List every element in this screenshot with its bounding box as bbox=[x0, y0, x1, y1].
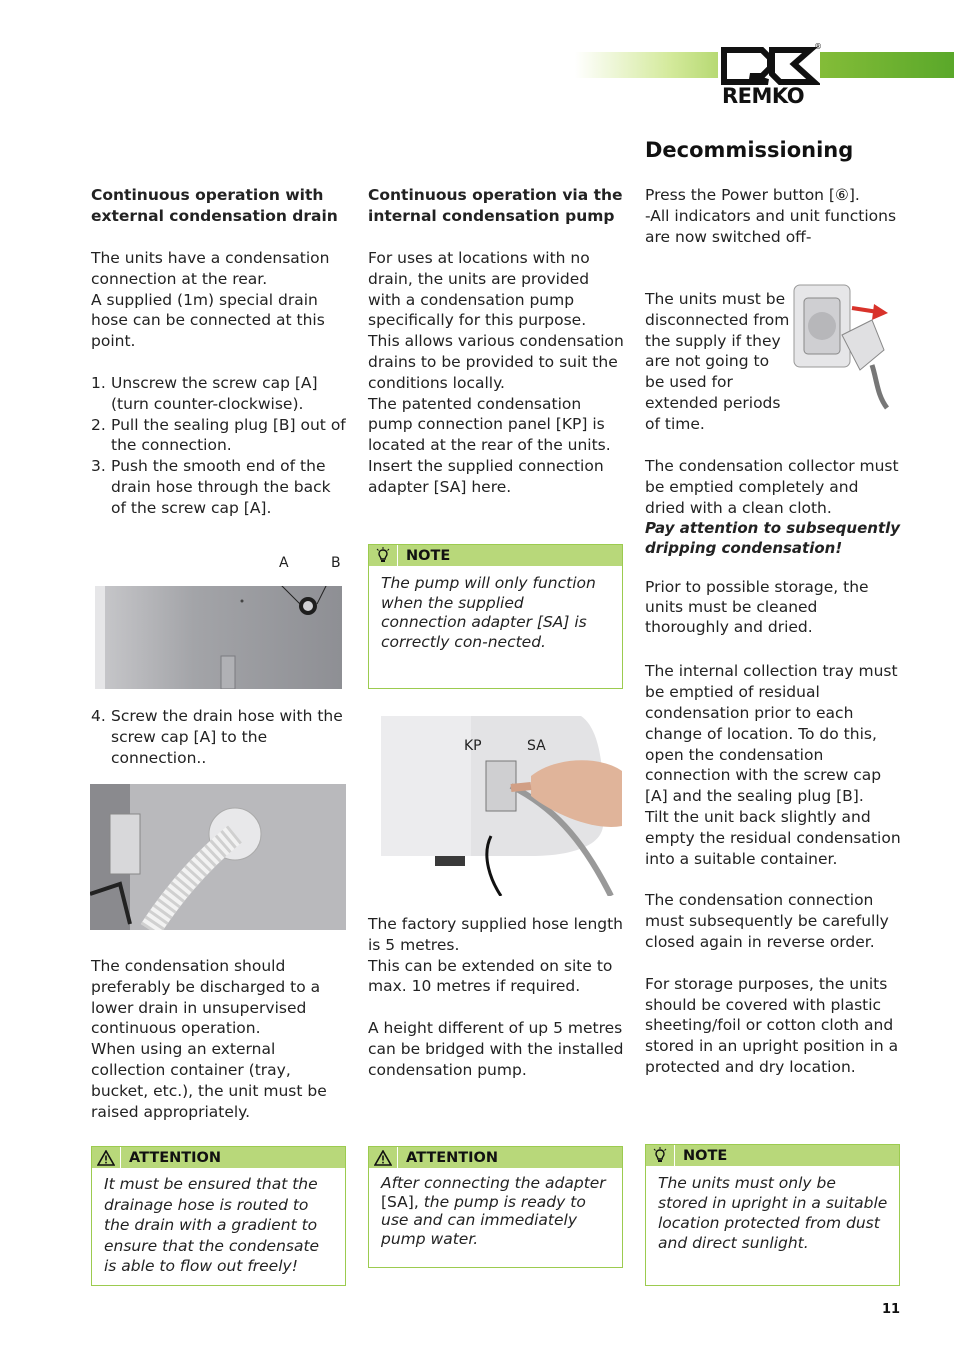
attention-body: After connecting the adapter [SA], the pump is ready to use and can immediately pump water. bbox=[381, 1174, 606, 1248]
label-b: B bbox=[331, 555, 341, 571]
attention-header: ATTENTION bbox=[369, 1147, 622, 1168]
note-header: NOTE bbox=[646, 1145, 899, 1166]
registered-mark: ® bbox=[814, 42, 822, 51]
warning-icon bbox=[369, 1147, 398, 1168]
col2-p7: A height different of up 5 metres can be bridged with the installed condensation pump. bbox=[368, 1019, 624, 1079]
col3-p5: Prior to possible storage, the units must be cleaned thoroughly and dried. bbox=[645, 578, 869, 637]
col2-p2: This allows various condensation drains to be provided to suit the conditions locally. bbox=[368, 332, 624, 392]
note-box-pump bbox=[368, 544, 623, 689]
attention-box-2 bbox=[368, 1146, 623, 1268]
note-body: The pump will only function when the supplied connection adapter [SA] is correctly con-nected. bbox=[381, 574, 596, 651]
col1-steps bbox=[91, 373, 349, 519]
col3-p9: For storage purposes, the units should be covered with plastic sheeting/foil or cotton cloth and stored in an upright position in a protected and dry location. bbox=[645, 974, 899, 1076]
photo-unplug bbox=[792, 280, 892, 410]
photo-drain-hose bbox=[90, 784, 346, 930]
label-kp: KP bbox=[464, 738, 482, 754]
lightbulb-icon bbox=[369, 545, 398, 566]
col1-step4 bbox=[91, 706, 349, 768]
col3-p7: Tilt the unit back slightly and empty the residual condensation into a suitable container. bbox=[645, 807, 901, 868]
attention-box-1 bbox=[91, 1146, 346, 1286]
col1-para1: The condensation should preferably be discharged to a lower drain in unsupervised continuous operation. bbox=[91, 957, 321, 1038]
column-1 bbox=[91, 185, 349, 519]
note-body: The units must only be stored in upright in a suitable location protected from dust and direct sunlight. bbox=[658, 1174, 888, 1252]
column-3-top bbox=[645, 185, 903, 247]
note-box-storage bbox=[645, 1144, 900, 1286]
col2-p6: This can be extended on site to max. 10 metres if required. bbox=[368, 956, 613, 996]
col3-p4-emphasis: Pay attention to subsequently dripping condensation! bbox=[645, 519, 901, 558]
col3-p3: The units must be disconnected from the supply if they are not going to be used for extended periods of time. bbox=[645, 290, 790, 433]
attention-header: ATTENTION bbox=[92, 1147, 345, 1168]
attention-body: It must be ensured that the drainage hose is routed to the drain with a gradient to ensure that the condensate is able to flow out freely! bbox=[104, 1175, 320, 1275]
label-a: A bbox=[279, 555, 289, 571]
col2-p1: For uses at locations with no drain, the units are provided with a condensation pump specifically for this purpose. bbox=[368, 249, 590, 330]
col1-paragraphs bbox=[91, 956, 349, 1122]
photo-screw-cap bbox=[95, 586, 342, 689]
col3-disconnect bbox=[645, 289, 793, 435]
list-item: 1. Unscrew the screw cap [A] (turn counter-clockwise). bbox=[91, 373, 318, 413]
list-item: 2. Pull the sealing plug [B] out of the connection. bbox=[91, 415, 346, 455]
col1-para2: When using an external collection container (tray, bucket, etc.), the unit must be raised appropriately. bbox=[91, 1040, 327, 1121]
col3-p4: The condensation collector must be emptied completely and dried with a clean cloth. bbox=[645, 457, 899, 517]
warning-icon bbox=[92, 1147, 121, 1168]
col3-middle bbox=[645, 456, 903, 1078]
note-header: NOTE bbox=[369, 545, 622, 566]
page-number: 11 bbox=[882, 1302, 901, 1317]
column-2 bbox=[368, 185, 626, 498]
col1-heading: Continuous operation with external condensation drain bbox=[91, 186, 338, 225]
col2-p3: The patented condensation pump connection panel [KP] is located at the rear of the units. bbox=[368, 394, 611, 455]
col2-p4: Insert the supplied connection adapter [SA] here. bbox=[368, 456, 604, 496]
brand-name: REMKO bbox=[722, 84, 805, 108]
photo-pump-adapter bbox=[381, 716, 622, 896]
col3-p8: The condensation connection must subsequently be carefully closed again in reverse order. bbox=[645, 891, 889, 951]
col3-p6: The internal collection tray must be emptied of residual condensation prior to each change of location. To do this, open the condensation connection with the screw cap [A] and the sealing plug [B]. bbox=[645, 662, 898, 806]
list-item: 4. Screw the drain hose with the screw cap [A] to the connection.. bbox=[91, 707, 343, 767]
col2-lower bbox=[368, 914, 626, 1081]
list-item: 3. Push the smooth end of the drain hose through the back of the screw cap [A]. bbox=[91, 457, 331, 517]
col2-p5: The factory supplied hose length is 5 metres. bbox=[368, 915, 624, 954]
page-title: Decommissioning bbox=[645, 138, 854, 162]
col2-heading: Continuous operation via the internal condensation pump bbox=[368, 186, 623, 225]
lightbulb-icon bbox=[646, 1145, 675, 1166]
col1-intro2: A supplied (1m) special drain hose can be connected at this point. bbox=[91, 290, 325, 351]
label-sa: SA bbox=[527, 738, 546, 754]
col3-p2: -All indicators and unit functions are now switched off- bbox=[645, 206, 897, 246]
col3-p1: Press the Power button [⑥]. bbox=[645, 186, 860, 204]
col1-intro: The units have a condensation connection at the rear. bbox=[91, 249, 330, 288]
